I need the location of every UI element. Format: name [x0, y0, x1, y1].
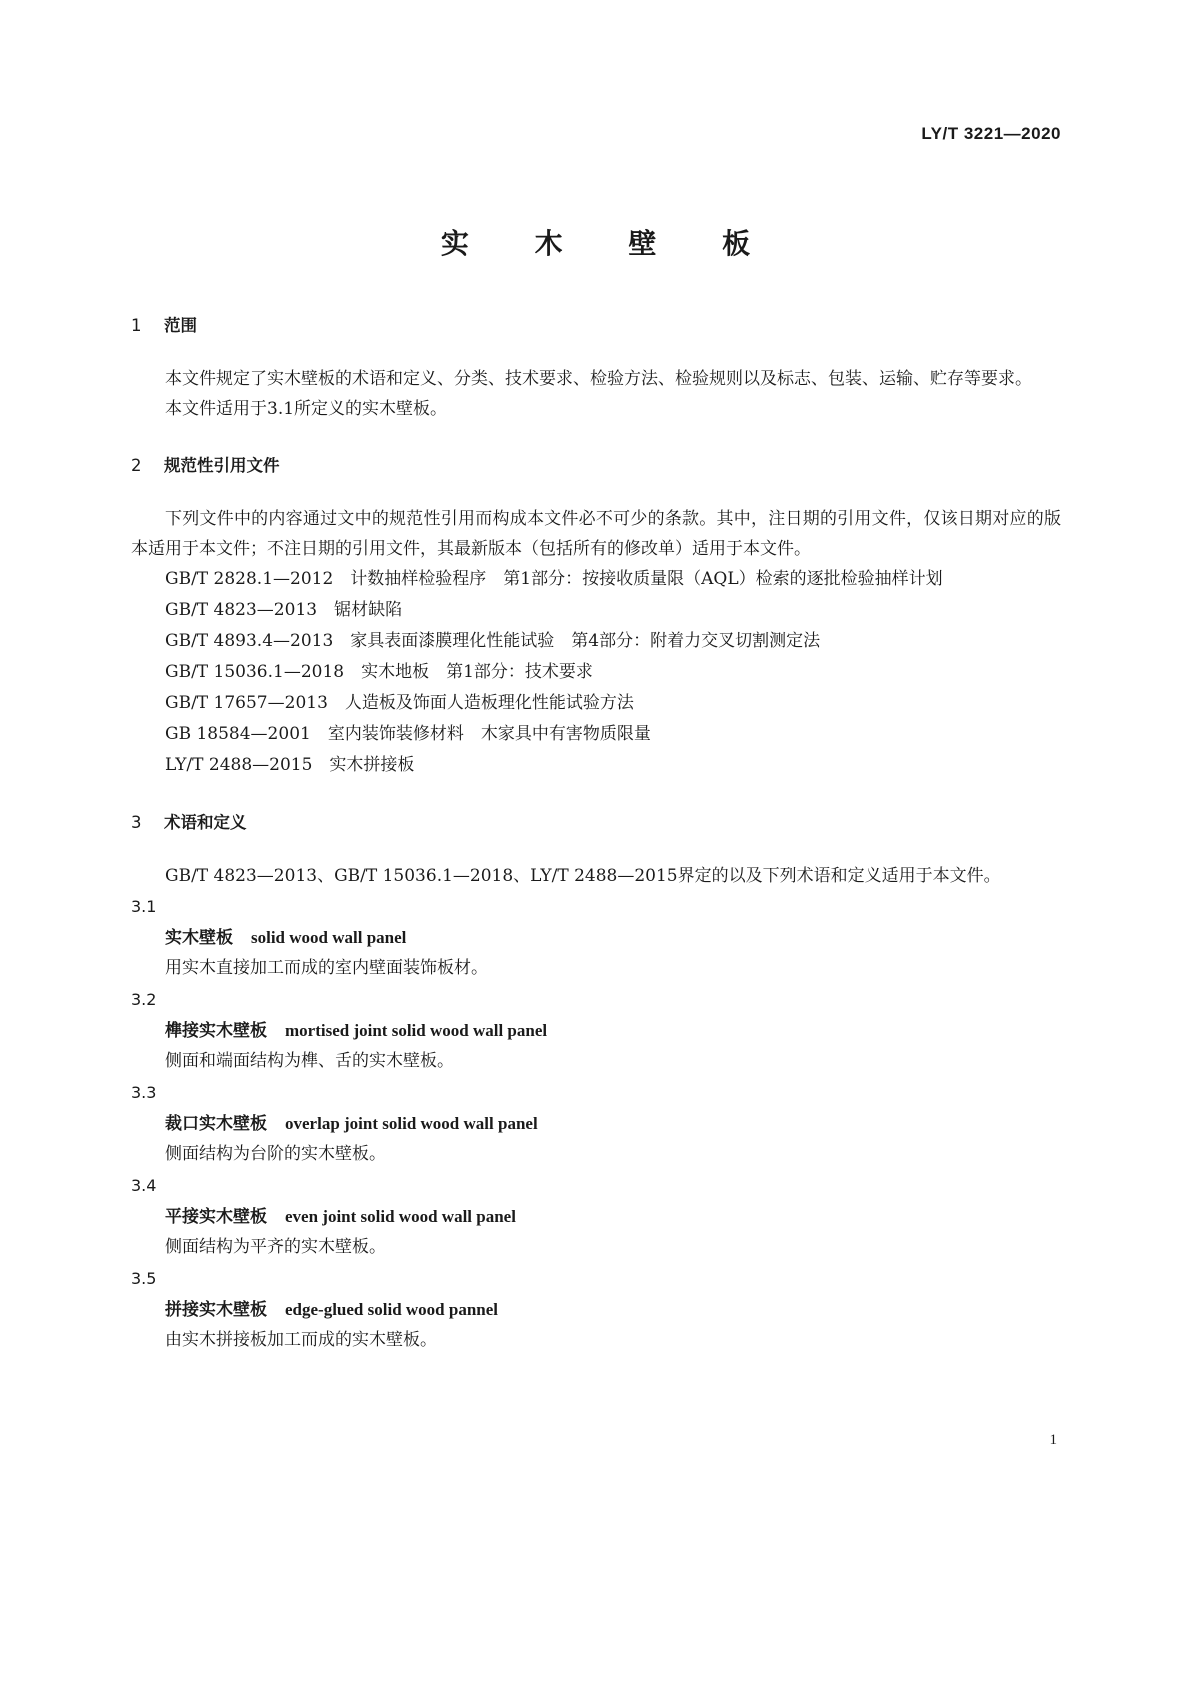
section-title: 范围	[164, 316, 197, 335]
reference-item: GB/T 17657—2013 人造板及饰面人造板理化性能试验方法	[165, 693, 634, 713]
reference-item: GB/T 4893.4—2013 家具表面漆膜理化性能试验 第4部分：附着力交叉切割测定法	[165, 631, 821, 651]
terms-intro-paragraph: GB/T 4823—2013、GB/T 15036.1—2018、LY/T 2488—2015界定的以及下列术语和定义适用于本文件。	[165, 866, 1001, 886]
term-name	[131, 922, 1061, 953]
term-definition: 用实木直接加工而成的室内壁面装饰板材。	[165, 958, 488, 978]
term-name-zh: 裁口实木壁板	[165, 1114, 267, 1134]
section-heading-terms-definitions	[131, 807, 1061, 839]
term-name-en: even joint solid wood wall panel	[285, 1207, 516, 1226]
term-number: 3.1	[131, 897, 157, 916]
section-title: 规范性引用文件	[164, 456, 280, 475]
term-definition: 由实木拼接板加工而成的实木壁板。	[165, 1330, 437, 1350]
term-name	[131, 1015, 1061, 1046]
term-entry	[131, 1077, 1061, 1170]
term-name-zh: 实木壁板	[165, 928, 233, 948]
term-name	[131, 1294, 1061, 1325]
scope-paragraph: 本文件规定了实木壁板的术语和定义、分类、技术要求、检验方法、检验规则以及标志、包装、运输、贮存等要求。	[165, 369, 1032, 389]
section-number: 3	[131, 813, 142, 832]
term-number: 3.2	[131, 990, 157, 1009]
term-definition: 侧面结构为平齐的实木壁板。	[165, 1237, 386, 1257]
term-entry	[131, 891, 1061, 984]
page-number: 1	[1049, 1432, 1057, 1448]
document-title: 实 木 壁 板	[440, 227, 779, 260]
reference-item: GB/T 15036.1—2018 实木地板 第1部分：技术要求	[165, 662, 593, 682]
term-entry	[131, 1170, 1061, 1263]
term-definition: 侧面结构为台阶的实木壁板。	[165, 1144, 386, 1164]
term-number: 3.3	[131, 1083, 157, 1102]
term-name-en: mortised joint solid wood wall panel	[285, 1021, 548, 1040]
scope-paragraph: 本文件适用于3.1所定义的实木壁板。	[165, 399, 448, 419]
term-entry	[131, 984, 1061, 1077]
term-definition: 侧面和端面结构为榫、舌的实木壁板。	[165, 1051, 454, 1071]
term-number: 3.4	[131, 1176, 157, 1195]
document-body	[131, 310, 1061, 1356]
section-title: 术语和定义	[164, 813, 247, 832]
term-name-zh: 拼接实木壁板	[165, 1300, 267, 1320]
term-name-en: solid wood wall panel	[251, 928, 407, 947]
term-name	[131, 1108, 1061, 1139]
term-number: 3.5	[131, 1269, 157, 1288]
term-entry	[131, 1263, 1061, 1356]
section-number: 2	[131, 456, 142, 475]
term-name-en: overlap joint solid wood wall panel	[285, 1114, 538, 1133]
section-heading-normative-references	[131, 450, 1061, 482]
reference-item: GB/T 4823—2013 锯材缺陷	[165, 600, 403, 620]
document-code: LY/T 3221—2020	[921, 124, 1061, 143]
reference-item: GB 18584—2001 室内装饰装修材料 木家具中有害物质限量	[165, 724, 651, 744]
term-name-en: edge-glued solid wood pannel	[285, 1300, 499, 1319]
term-name	[131, 1201, 1061, 1232]
term-name-zh: 榫接实木壁板	[165, 1021, 267, 1041]
reference-item: LY/T 2488—2015 实木拼接板	[165, 755, 415, 775]
section-heading-scope	[131, 310, 1061, 342]
reference-item: GB/T 2828.1—2012 计数抽样检验程序 第1部分：按接收质量限（AQL）检索的逐批检验抽样计划	[165, 569, 943, 589]
normative-intro-paragraph: 下列文件中的内容通过文中的规范性引用而构成本文件必不可少的条款。其中，注日期的引用文件，仅该日期对应的版本适用于本文件；不注日期的引用文件，其最新版本（包括所有的修改单）适用于本文件。	[131, 509, 1061, 559]
section-number: 1	[131, 316, 142, 335]
term-name-zh: 平接实木壁板	[165, 1207, 267, 1227]
